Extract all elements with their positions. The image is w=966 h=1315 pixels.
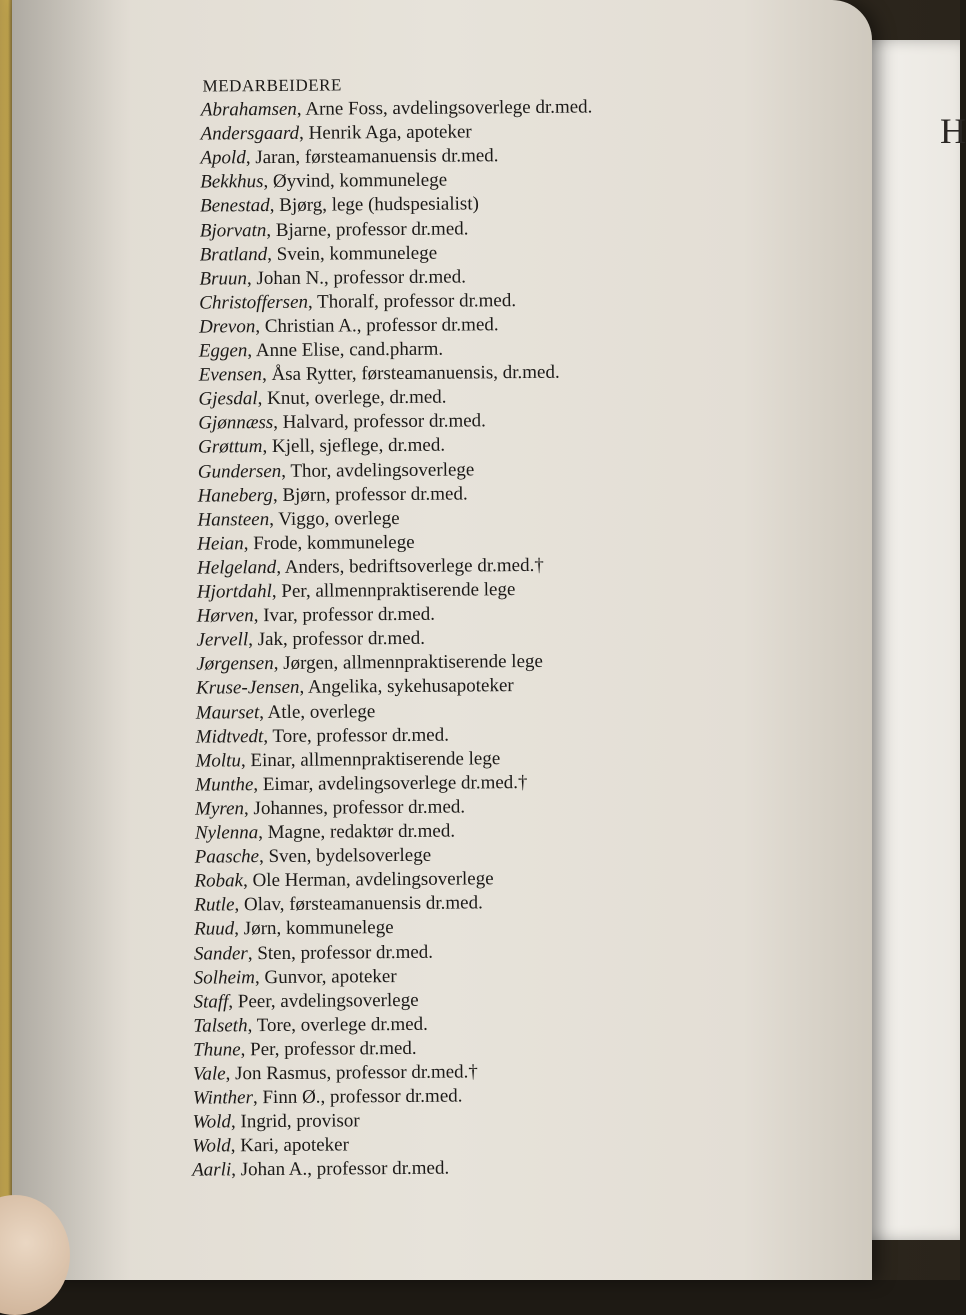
contributor-entry	[198, 435, 445, 459]
contributor-details: , Peer, avdelingsoverlege	[228, 989, 419, 1013]
contributor-entry	[195, 772, 527, 797]
contributor-entry	[196, 701, 376, 724]
contributor-entry	[196, 675, 514, 699]
contributor-details: , Thoralf, professor dr.med.	[307, 289, 517, 313]
contributor-surname: Eggen	[198, 340, 248, 362]
contributor-entry	[197, 604, 435, 628]
contributor-details: , Tore, overlege dr.med.	[247, 1013, 428, 1037]
contributor-details: , Ingrid, provisor	[230, 1110, 360, 1133]
contributor-details: , Åsa Rytter, førsteamanuensis, dr.med.	[261, 361, 560, 386]
contributor-entry	[201, 122, 472, 146]
contributor-entry	[200, 194, 479, 218]
contributor-surname: Paasche	[194, 846, 260, 868]
contributor-surname: Munthe	[195, 773, 254, 796]
contributor-details: , Ole Herman, avdelingsoverlege	[242, 868, 494, 892]
contributor-details: , Anders, bedriftsoverlege dr.med.†	[276, 554, 544, 578]
contributor-details: , Kari, apoteker	[230, 1134, 349, 1157]
contributor-entry	[193, 1086, 463, 1110]
contributor-details: , Ivar, professor dr.med.	[253, 603, 436, 627]
contributor-entry	[199, 314, 499, 338]
contributor-entry	[195, 748, 500, 772]
contributor-details: , Jak, professor dr.med.	[248, 627, 426, 651]
contributor-entry	[196, 628, 425, 652]
contributor-entry	[200, 242, 438, 266]
contributor-surname: Jervell	[196, 629, 249, 651]
contributor-surname: Sander	[193, 942, 248, 965]
contributor-surname: Christoffersen	[199, 291, 309, 314]
contributor-entry	[197, 579, 516, 604]
contributor-details: , Johan A., professor dr.med.	[231, 1158, 450, 1181]
contributor-entry	[193, 1038, 417, 1062]
contributor-entry	[200, 145, 498, 169]
contributor-entry	[192, 1158, 449, 1182]
contributor-details: , Sten, professor dr.med.	[247, 941, 434, 964]
contributor-entry	[201, 96, 593, 121]
page-heading: MEDARBEIDERE	[202, 75, 342, 96]
contributor-entry	[195, 821, 455, 845]
contributor-surname: Drevon	[198, 316, 256, 338]
contributor-entry	[198, 411, 486, 435]
contributor-entry	[200, 218, 469, 242]
contributor-details: , Per, professor dr.med.	[240, 1037, 417, 1061]
contributor-entry	[197, 532, 415, 556]
contributor-details: , Kjell, sjeflege, dr.med.	[262, 435, 446, 458]
contributor-details: , Christian A., professor dr.med.	[255, 314, 499, 338]
contributor-surname: Grøttum	[197, 436, 263, 458]
contributor-details: , Arne Foss, avdelingsoverlege dr.med.	[296, 96, 593, 120]
contributor-entry	[198, 483, 468, 507]
contributor-details: , Olav, førsteamanuensis dr.med.	[234, 892, 483, 916]
contributor-surname: Hjortdahl	[196, 581, 272, 603]
contributor-details: , Jaran, førsteamanuensis dr.med.	[245, 145, 499, 169]
contributor-entry	[197, 508, 399, 532]
contributor-surname: Winther	[192, 1087, 254, 1109]
contributor-surname: Bruun	[199, 267, 248, 290]
contributor-surname: Bjorvatn	[199, 219, 267, 242]
contributor-details: , Jørgen, allmennpraktiserende lege	[273, 651, 543, 675]
contributor-entry	[199, 362, 560, 387]
contributor-details: , Halvard, professor dr.med.	[273, 410, 486, 434]
contributor-surname: Wold	[192, 1111, 232, 1133]
contributor-surname: Ruud	[194, 918, 235, 941]
contributor-details: , Thor, avdelingsoverlege	[281, 458, 475, 482]
contributor-details: , Gunvor, apoteker	[254, 965, 397, 988]
contributor-surname: Moltu	[195, 749, 242, 772]
contributor-surname: Haneberg	[197, 484, 274, 507]
contributor-surname: Hansteen	[197, 508, 270, 531]
contributor-details: , Sven, bydelsoverlege	[258, 844, 432, 868]
contributor-surname: Gjønnæss	[198, 412, 274, 434]
contributor-entry	[199, 290, 516, 314]
contributor-details: , Jørn, kommunelege	[234, 917, 394, 940]
contributor-surname: Myren	[195, 798, 245, 820]
contributor-surname: Helgeland	[197, 556, 277, 579]
contributor-entry	[197, 555, 544, 580]
contributor-details: , Atle, overlege	[259, 700, 376, 723]
contributor-surname: Bratland	[199, 243, 268, 266]
contributor-surname: Robak	[194, 870, 244, 892]
contributor-surname: Gjesdal	[198, 388, 258, 410]
contributor-entry	[194, 941, 433, 965]
contributor-entry	[199, 339, 443, 363]
contributor-surname: Jørgensen	[196, 653, 274, 675]
contributor-surname: Nylenna	[194, 822, 259, 844]
contributor-surname: Evensen	[198, 364, 263, 386]
contributor-entry	[194, 966, 397, 990]
contributor-details: , Viggo, overlege	[269, 507, 400, 530]
contributor-details: , Knut, overlege, dr.med.	[257, 386, 447, 410]
contributor-surname: Andersgaard	[200, 122, 300, 145]
contributor-surname: Heian	[197, 533, 244, 555]
contributor-entry	[195, 796, 465, 820]
contributor-entry	[198, 387, 446, 411]
contributor-entry	[194, 893, 483, 917]
contributor-entry	[195, 845, 432, 869]
contributor-entry	[198, 459, 475, 483]
contributor-surname: Benestad	[200, 195, 270, 217]
contributor-entry	[200, 170, 447, 194]
contributor-details: , Johannes, professor dr.med.	[243, 796, 466, 820]
contributor-details: , Johan N., professor dr.med.	[246, 266, 467, 289]
contributor-entry	[194, 868, 493, 892]
contributor-surname: Solheim	[193, 966, 256, 989]
contributor-details: , Angelika, sykehusapoteker	[299, 675, 514, 699]
contributor-details: , Bjarne, professor dr.med.	[266, 217, 469, 241]
contributor-details: , Tore, professor dr.med.	[263, 724, 449, 747]
contributor-details: , Bjørg, lege (hudspesialist)	[269, 193, 479, 217]
contributor-details: , Eimar, avdelingsoverlege dr.med.†	[253, 771, 528, 795]
contributor-surname: Bekkhus	[200, 171, 264, 193]
contributor-surname: Apold	[200, 147, 246, 169]
contributor-details: , Magne, redaktør dr.med.	[258, 820, 456, 844]
contributor-surname: Rutle	[194, 894, 235, 916]
contributor-entry	[193, 1014, 428, 1038]
facing-page-letter: H	[940, 111, 966, 151]
contributor-details: , Per, allmennpraktiserende lege	[271, 579, 516, 603]
contributor-details: , Bjørn, professor dr.med.	[272, 483, 468, 506]
contributor-surname: Aarli	[192, 1159, 232, 1182]
contributor-entry	[192, 1111, 359, 1134]
contributor-entry	[194, 917, 394, 941]
contributor-surname: Hørven	[196, 605, 254, 627]
contributor-details: , Finn Ø., professor dr.med.	[252, 1085, 463, 1109]
contributor-details: , Øyvind, kommunelege	[263, 169, 448, 193]
contributor-surname: Staff	[193, 991, 229, 1013]
contributor-surname: Gundersen	[197, 460, 282, 483]
contributor-surname: Vale	[192, 1063, 226, 1085]
contributor-details: , Anne Elise, cand.pharm.	[247, 338, 444, 362]
contributor-details: , Einar, allmennpraktiserende lege	[240, 747, 501, 771]
contributor-surname: Thune	[193, 1039, 241, 1061]
contributor-entry	[199, 266, 466, 290]
contributor-details: , Jon Rasmus, professor dr.med.†	[225, 1061, 478, 1085]
contributor-surname: Maurset	[195, 701, 260, 724]
contributor-surname: Wold	[192, 1135, 231, 1157]
contributor-entry	[193, 1061, 478, 1085]
contributor-details: , Svein, kommunelege	[267, 242, 438, 265]
contributor-details: , Henrik Aga, apoteker	[299, 121, 472, 144]
contributor-surname: Midtvedt	[195, 725, 264, 748]
contributor-surname: Talseth	[193, 1015, 248, 1037]
contributor-details: , Frode, kommunelege	[243, 531, 415, 555]
contributor-entry	[193, 990, 418, 1014]
contributor-entry	[196, 724, 449, 748]
contributor-surname: Kruse-Jensen	[195, 677, 300, 699]
contributor-entry	[196, 651, 543, 676]
contributor-surname: Abrahamsen	[200, 98, 297, 121]
contributor-entry	[192, 1135, 349, 1158]
